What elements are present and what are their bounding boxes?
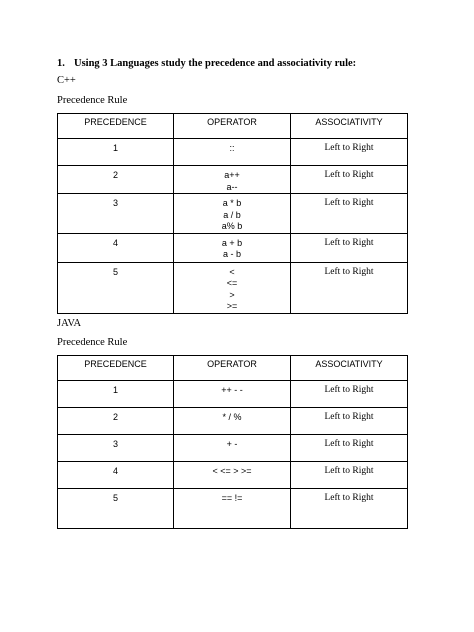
precedence-cell: 3 <box>58 435 174 462</box>
operator-cell <box>174 194 291 234</box>
table-row <box>58 435 408 462</box>
operator-text: a-- <box>226 181 238 192</box>
operator-cell <box>174 262 291 313</box>
header-operator: OPERATOR <box>174 356 291 381</box>
precedence-cell: 5 <box>58 489 174 529</box>
operator-text: :: <box>229 143 235 153</box>
section-heading <box>57 58 356 69</box>
operator-text: a / b <box>223 209 241 220</box>
precedence-cell: 2 <box>58 408 174 435</box>
associativity-cell: Left to Right <box>291 408 408 435</box>
precedence-cell: 4 <box>58 462 174 489</box>
table-header-row <box>58 356 408 381</box>
precedence-cell: 1 <box>58 139 174 166</box>
table-row <box>58 139 408 166</box>
table-row <box>58 194 408 234</box>
associativity-cell: Left to Right <box>291 381 408 408</box>
operator-text: a% b <box>221 221 243 231</box>
precedence-cell: 5 <box>58 262 174 313</box>
cpp-language-label: C++ <box>57 75 76 86</box>
java-subtitle: Precedence Rule <box>57 337 128 348</box>
associativity-cell: Left to Right <box>291 489 408 529</box>
operator-text: > <box>229 289 235 300</box>
heading-number: 1. <box>57 58 65 69</box>
cpp-precedence-table <box>57 113 408 314</box>
associativity-cell: Left to Right <box>291 166 408 194</box>
table-row <box>58 166 408 194</box>
operator-text: <= <box>226 278 238 288</box>
associativity-cell: Left to Right <box>291 139 408 166</box>
operator-text: a++ <box>224 170 240 180</box>
heading-text: Using 3 Languages study the precedence and associativity rule: <box>74 58 357 69</box>
operator-cell <box>174 166 291 194</box>
table-row <box>58 233 408 262</box>
table-row <box>58 262 408 313</box>
precedence-cell: 2 <box>58 166 174 194</box>
operator-cell <box>174 139 291 166</box>
table-row <box>58 381 408 408</box>
associativity-cell: Left to Right <box>291 435 408 462</box>
operator-text: a + b <box>221 237 243 248</box>
table-header-row <box>58 114 408 139</box>
table-row <box>58 489 408 529</box>
precedence-cell: 4 <box>58 233 174 262</box>
associativity-cell: Left to Right <box>291 462 408 489</box>
operator-cell: * / % <box>174 408 291 435</box>
operator-cell <box>174 233 291 262</box>
java-precedence-table <box>57 355 408 529</box>
associativity-cell: Left to Right <box>291 194 408 234</box>
header-precedence: PRECEDENCE <box>58 114 174 139</box>
header-precedence: PRECEDENCE <box>58 356 174 381</box>
table-row <box>58 408 408 435</box>
operator-text: a * b <box>222 198 242 208</box>
java-language-label: JAVA <box>57 318 82 329</box>
operator-cell: == != <box>174 489 291 529</box>
associativity-cell: Left to Right <box>291 233 408 262</box>
operator-text: a - b <box>222 249 241 259</box>
header-operator: OPERATOR <box>174 114 291 139</box>
precedence-cell: 1 <box>58 381 174 408</box>
precedence-cell: 3 <box>58 194 174 234</box>
operator-cell: + - <box>174 435 291 462</box>
header-associativity: ASSOCIATIVITY <box>291 356 408 381</box>
table-row <box>58 462 408 489</box>
operator-cell: ++ - - <box>174 381 291 408</box>
operator-text: >= <box>226 301 238 311</box>
header-associativity: ASSOCIATIVITY <box>291 114 408 139</box>
operator-cell: < <= > >= <box>174 462 291 489</box>
operator-text: < <box>229 266 235 277</box>
associativity-cell: Left to Right <box>291 262 408 313</box>
cpp-subtitle: Precedence Rule <box>57 95 128 106</box>
